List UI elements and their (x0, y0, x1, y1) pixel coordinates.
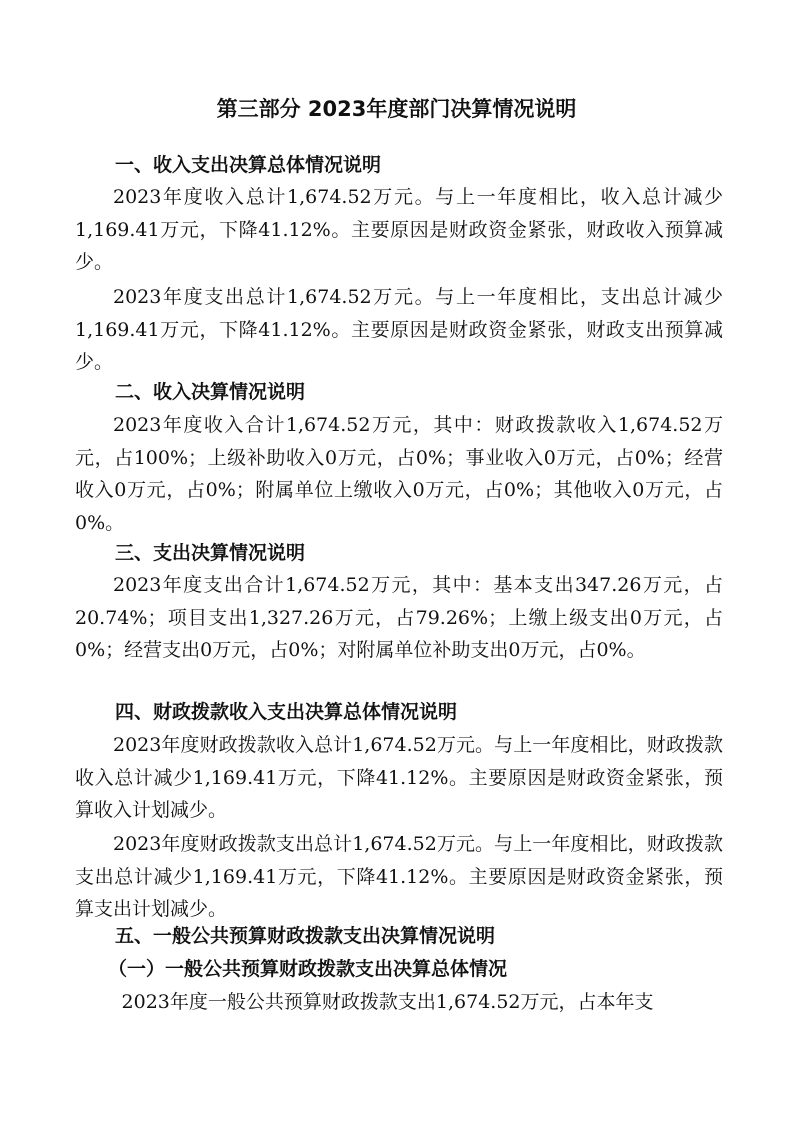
section-heading-2: 二、收入决算情况说明 (115, 381, 306, 403)
paragraph-expense-detail: 2023年度支出合计1,674.52万元，其中：基本支出347.26万元，占20.74%；项目支出1,327.26万元，占79.26%；上缴上级支出0万元，占0%；经营支出0万元，占0%；对附属单位补助支出0万元，占0%。 (75, 574, 723, 661)
paragraph-fiscal-expense: 2023年度财政拨款支出总计1,674.52万元。与上一年度相比，财政拨款支出总计减少1,169.41万元，下降41.12%。主要原因是财政资金紧张，预算支出计划减少。 (75, 833, 723, 920)
section-heading-5: 五、一般公共预算财政拨款支出决算情况说明 (115, 925, 496, 947)
section-heading-4: 四、财政拨款收入支出决算总体情况说明 (115, 701, 458, 723)
paragraph-general-budget: 2023年度一般公共预算财政拨款支出1,674.52万元，占本年支 (121, 991, 654, 1013)
section-heading-3: 三、支出决算情况说明 (115, 542, 306, 564)
page-title: 第三部分 2023年度部门决算情况说明 (216, 97, 577, 121)
paragraph-income-detail: 2023年度收入合计1,674.52万元，其中：财政拨款收入1,674.52万元，占100%；上级补助收入0万元，占0%；事业收入0万元，占0%；经营收入0万元，占0%；附属单位上缴收入0万元，占0%；其他收入0万元，占0%。 (75, 414, 723, 534)
section-heading-1: 一、收入支出决算总体情况说明 (115, 154, 382, 176)
paragraph-fiscal-income: 2023年度财政拨款收入总计1,674.52万元。与上一年度相比，财政拨款收入总计减少1,169.41万元，下降41.12%。主要原因是财政资金紧张，预算收入计划减少。 (75, 734, 723, 821)
paragraph-expense-total: 2023年度支出总计1,674.52万元。与上一年度相比，支出总计减少1,169.41万元，下降41.12%。主要原因是财政资金紧张，财政支出预算减少。 (75, 286, 723, 373)
paragraph-income-total: 2023年度收入总计1,674.52万元。与上一年度相比，收入总计减少1,169.41万元，下降41.12%。主要原因是财政资金紧张，财政收入预算减少。 (75, 186, 723, 273)
subsection-heading-5-1: （一）一般公共预算财政拨款支出决算总体情况 (108, 958, 508, 980)
